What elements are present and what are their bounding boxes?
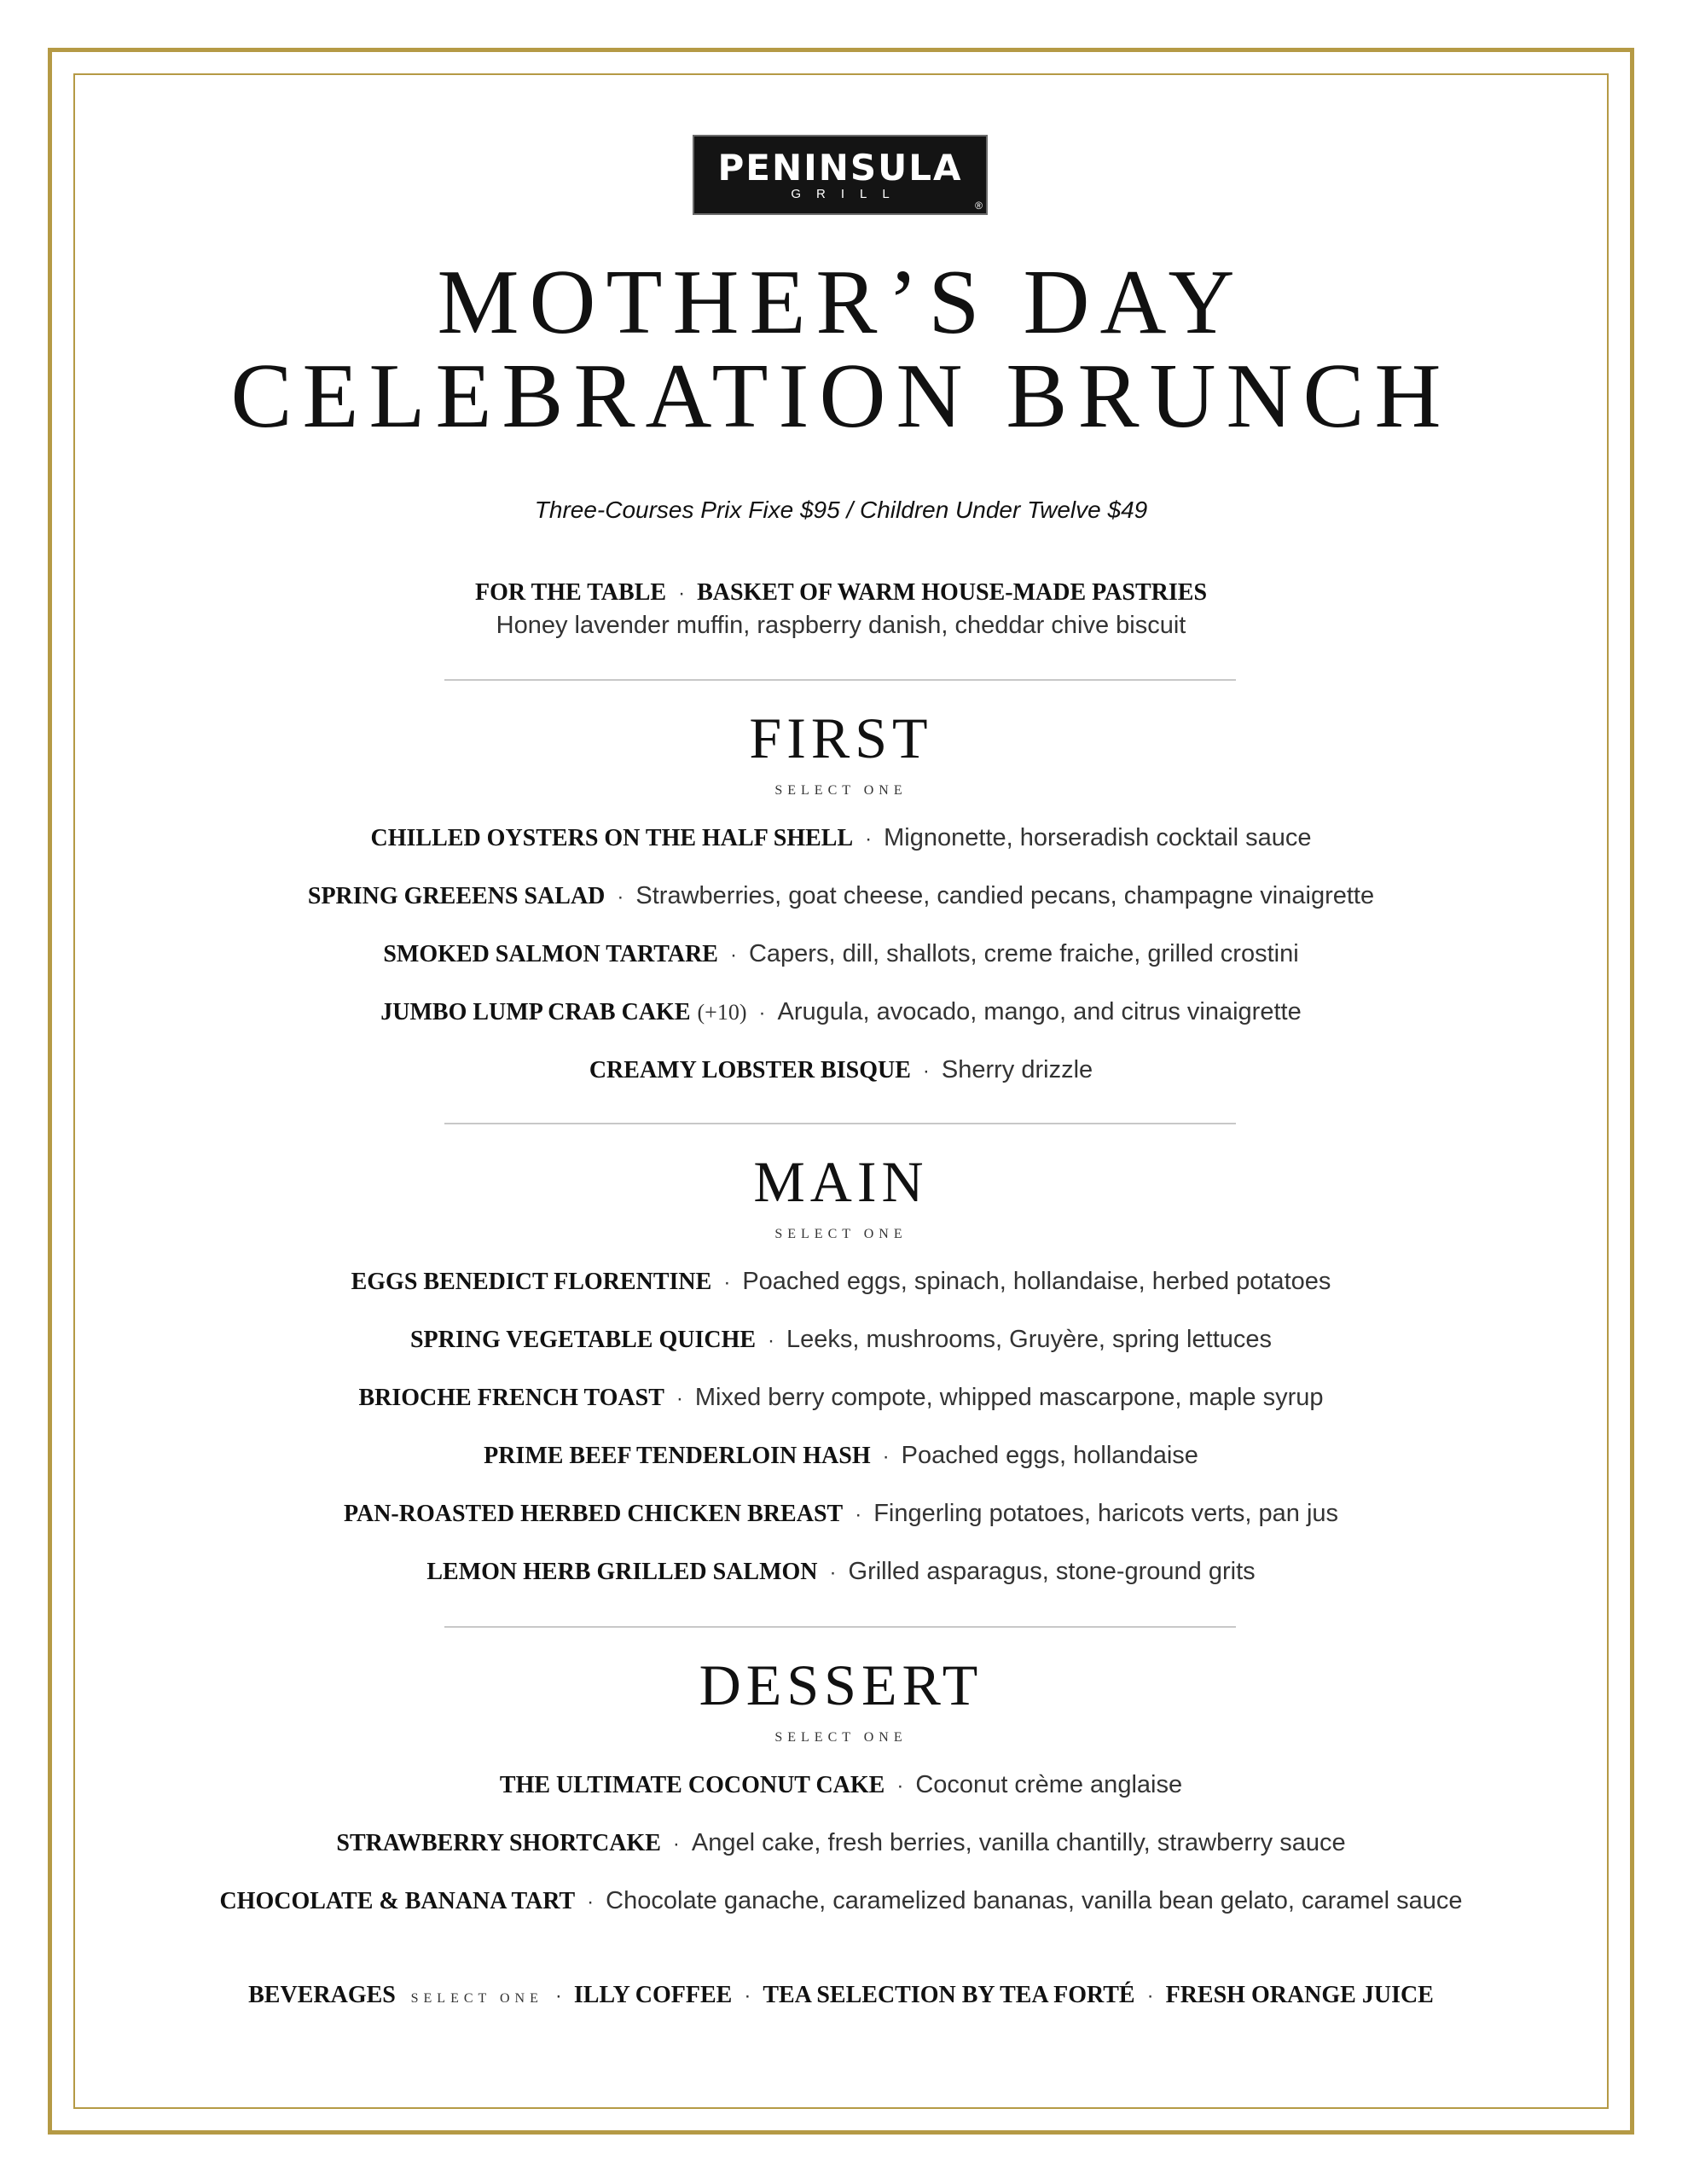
- pastries-description-line: [0, 610, 1682, 641]
- menu-item-description: Capers, dill, shallots, creme fraiche, grilled crostini: [748, 940, 1299, 967]
- separator-dot: ·: [1146, 1984, 1154, 2007]
- menu-item-name: CREAMY LOBSTER BISQUE: [589, 1057, 911, 1083]
- divider: [444, 679, 1236, 681]
- menu-item-name: SMOKED SALMON TARTARE: [383, 941, 718, 967]
- section-title-main: MAIN: [753, 1149, 929, 1214]
- separator-dot: ·: [855, 1503, 862, 1526]
- title-line-1: MOTHER’S DAY: [437, 252, 1245, 353]
- menu-item-description: Sherry drizzle: [941, 1056, 1093, 1083]
- separator-dot: ·: [768, 1329, 775, 1352]
- separator-dot: ·: [758, 1002, 766, 1025]
- beverages-select-one: SELECT ONE: [410, 1991, 543, 2006]
- menu-item-description: Poached eggs, spinach, hollandaise, herbed potatoes: [742, 1268, 1331, 1295]
- menu-item-description: Poached eggs, hollandaise: [901, 1442, 1198, 1469]
- menu-item: [0, 1885, 1682, 1918]
- separator-dot: ·: [587, 1891, 594, 1914]
- menu-item-name: SPRING VEGETABLE QUICHE: [409, 1327, 757, 1353]
- menu-item: [0, 1266, 1682, 1298]
- menu-item: [0, 1498, 1682, 1531]
- pastries-name: BASKET OF WARM HOUSE-MADE PASTRIES: [697, 579, 1208, 606]
- menu-item-surcharge: (+10): [697, 1000, 747, 1025]
- menu-item: [0, 1324, 1682, 1356]
- beverages-line: [0, 1979, 1682, 2014]
- menu-item-name: PRIME BEEF TENDERLOIN HASH: [484, 1443, 871, 1469]
- section-title-first: FIRST: [749, 706, 933, 770]
- menu-item-description: Mixed berry compote, whipped mascarpone, maple syrup: [694, 1384, 1324, 1411]
- menu-item-description: Grilled asparagus, stone-ground grits: [848, 1558, 1256, 1585]
- menu-item-description: Chocolate ganache, caramelized bananas, vanilla bean gelato, caramel sauce: [606, 1887, 1463, 1914]
- menu-item-name: LEMON HERB GRILLED SALMON: [426, 1559, 818, 1585]
- separator-dot: ·: [865, 828, 873, 851]
- menu-item-description: Fingerling potatoes, haricots verts, pan jus: [873, 1500, 1339, 1527]
- menu-item-name: JUMBO LUMP CRAB CAKE: [380, 999, 691, 1025]
- menu-item: [0, 996, 1682, 1029]
- separator-dot: ·: [554, 1984, 562, 2007]
- separator-dot: ·: [882, 1445, 890, 1468]
- separator-dot: ·: [744, 1984, 751, 2007]
- menu-item: [0, 1556, 1682, 1589]
- menu-item-name: THE ULTIMATE COCONUT CAKE: [499, 1772, 885, 1798]
- menu-item-name: CHILLED OYSTERS ON THE HALF SHELL: [370, 825, 854, 851]
- separator-dot: ·: [829, 1561, 837, 1584]
- separator-dot: ·: [922, 1060, 930, 1083]
- menu-item: [0, 880, 1682, 913]
- select-one-dessert: SELECT ONE: [774, 1730, 908, 1745]
- select-one-first: SELECT ONE: [774, 783, 908, 798]
- menu-item-name: PAN-ROASTED HERBED CHICKEN BREAST: [343, 1501, 844, 1527]
- separator-dot: ·: [896, 1774, 904, 1798]
- menu-item-name: STRAWBERRY SHORTCAKE: [336, 1830, 661, 1856]
- separator-dot: ·: [729, 944, 737, 967]
- menu-item-name: EGGS BENEDICT FLORENTINE: [351, 1269, 712, 1295]
- separator-dot: ·: [678, 582, 686, 605]
- menu-item: [0, 822, 1682, 855]
- separator-dot: ·: [676, 1387, 683, 1410]
- price-subtitle: Three-Courses Prix Fixe $95 / Children Under Twelve $49: [534, 497, 1148, 523]
- peninsula-grill-logo: [693, 135, 988, 215]
- separator-dot: ·: [672, 1833, 680, 1856]
- menu-item-name: SPRING GREEENS SALAD: [307, 883, 606, 909]
- menu-item: [0, 1440, 1682, 1472]
- title-line-2: CELEBRATION BRUNCH: [230, 346, 1452, 447]
- menu-item: [0, 1054, 1682, 1087]
- menu-item-description: Angel cake, fresh berries, vanilla chantilly, strawberry sauce: [691, 1829, 1346, 1856]
- divider: [444, 1123, 1236, 1124]
- separator-dot: ·: [617, 886, 624, 909]
- divider: [444, 1626, 1236, 1628]
- separator-dot: ·: [723, 1271, 731, 1294]
- for-the-table-line: [0, 577, 1682, 609]
- menu-item: [0, 938, 1682, 971]
- beverage-item: FRESH ORANGE JUICE: [1165, 1982, 1434, 2008]
- menu-item-description: Leeks, mushrooms, Gruyère, spring lettuces: [786, 1326, 1273, 1353]
- logo-name: PENINSULA: [717, 147, 963, 189]
- select-one-main: SELECT ONE: [774, 1227, 908, 1241]
- menu-item-name: CHOCOLATE & BANANA TART: [219, 1888, 576, 1914]
- registered-mark: ®: [975, 200, 983, 212]
- logo-subtitle: GRILL: [791, 187, 905, 201]
- menu-item-description: Mignonette, horseradish cocktail sauce: [884, 824, 1312, 851]
- menu-item: [0, 1769, 1682, 1802]
- for-the-table-label: FOR THE TABLE: [474, 579, 667, 606]
- beverage-item: TEA SELECTION BY TEA FORTÉ: [763, 1982, 1135, 2008]
- menu-item-name: BRIOCHE FRENCH TOAST: [358, 1385, 664, 1411]
- menu-item-description: Strawberries, goat cheese, candied pecans, champagne vinaigrette: [635, 882, 1375, 909]
- beverages-label: BEVERAGES: [248, 1982, 396, 2008]
- section-title-dessert: DESSERT: [699, 1653, 983, 1717]
- beverage-item: ILLY COFFEE: [573, 1982, 733, 2008]
- menu-item-description: Coconut crème anglaise: [915, 1771, 1183, 1798]
- menu-item: [0, 1382, 1682, 1414]
- pastries-description: Honey lavender muffin, raspberry danish, cheddar chive biscuit: [496, 612, 1186, 639]
- menu-item-description: Arugula, avocado, mango, and citrus vinaigrette: [777, 998, 1302, 1025]
- menu-item: [0, 1827, 1682, 1860]
